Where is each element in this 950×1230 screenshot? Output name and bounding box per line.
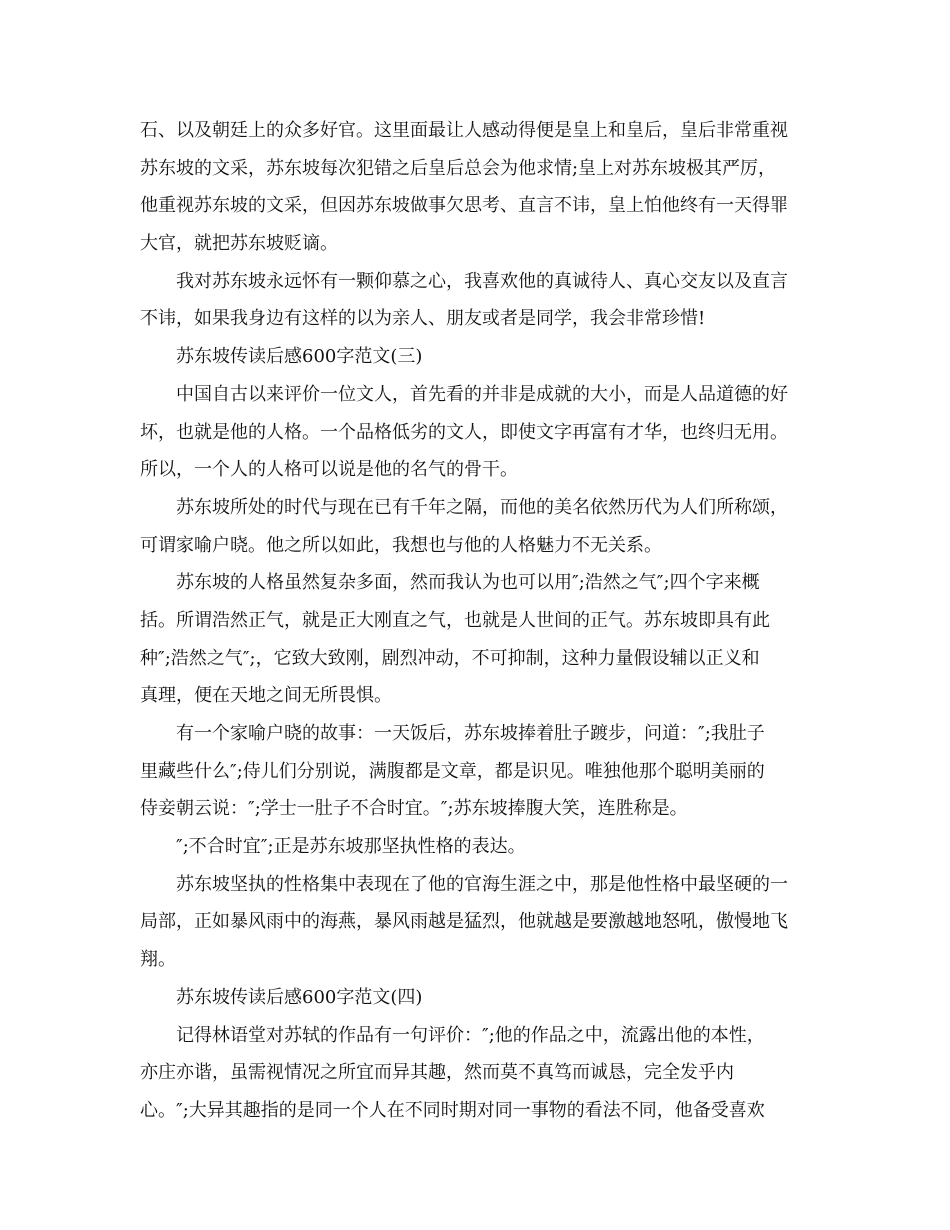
text-line: 苏东坡的文采，苏东坡每次犯错之后皇后总会为他求情;皇上对苏东坡极其严厉， <box>140 157 777 179</box>
text-line: 坏，也就是他的人格。一个品格低劣的文人，即使文字再富有才华，也终归无用。 <box>140 421 788 443</box>
text-line: 真理，便在天地之间无所畏惧。 <box>140 685 392 707</box>
text-line: 里藏些什么″;侍儿们分别说，满腹都是文章，都是识见。唯独他那个聪明美丽的 <box>140 760 765 782</box>
text-line: 侍妾朝云说：″;学士一肚子不合时宜。″;苏东坡捧腹大笑，连胜称是。 <box>140 798 688 820</box>
paragraph-first-line: 苏东坡坚执的性格集中表现在了他的官海生涯之中，那是他性格中最坚硬的一 <box>176 873 788 895</box>
paragraph-first-line: ″;不合时宜″;正是苏东坡那坚执性格的表达。 <box>176 836 526 858</box>
paragraph-first-line: 苏东坡所处的时代与现在已有千年之隔，而他的美名依然历代为人们所称颂， <box>176 496 788 518</box>
text-line: 他重视苏东坡的文采，但因苏东坡做事欠思考、直言不讳，皇上怕他终有一天得罪 <box>140 195 788 217</box>
text-line: 亦庄亦谐，虽需视情况之所宜而异其趣，然而莫不真笃而诚恳，完全发乎内 <box>140 1062 734 1084</box>
text-line: 大官，就把苏东坡贬谪。 <box>140 233 338 255</box>
text-line: 石、以及朝廷上的众多好官。这里面最让人感动得便是皇上和皇后，皇后非常重视 <box>140 120 788 141</box>
paragraph-first-line: 中国自古以来评价一位文人，首先看的并非是成就的大小，而是人品道德的好 <box>176 383 788 405</box>
section-heading: 苏东坡传读后感600字范文(四) <box>176 986 423 1008</box>
document-body <box>140 112 820 1130</box>
text-line: 种″;浩然之气″;，它致大致刚，剧烈冲动，不可抑制，这种力量假设辅以正义和 <box>140 647 760 669</box>
section-heading: 苏东坡传读后感600字范文(三) <box>176 346 423 368</box>
paragraph-first-line: 有一个家喻户晓的故事：一天饭后，苏东坡捧着肚子踱步，问道：″;我肚子 <box>176 723 765 744</box>
paragraph-first-line: 记得林语堂对苏轼的作品有一句评价：″;他的作品之中，流露出他的本性， <box>176 1024 765 1046</box>
text-line: 心。″;大异其趣指的是同一个人在不同时期对同一事物的看法不同，他备受喜欢 <box>140 1099 765 1121</box>
text-line: 局部，正如暴风雨中的海燕，暴风雨越是猛烈，他就越是要激越地怒吼，傲慢地飞 <box>140 911 788 933</box>
text-line: 不讳，如果我身边有这样的以为亲人、朋友或者是同学，我会非常珍惜! <box>140 308 706 330</box>
text-line: 括。所谓浩然正气，就是正大刚直之气，也就是人世间的正气。苏东坡即具有此 <box>140 609 770 631</box>
text-line: 翔。 <box>140 949 176 971</box>
text-line: 可谓家喻户晓。他之所以如此，我想也与他的人格魅力不无关系。 <box>140 534 662 556</box>
paragraph-first-line: 我对苏东坡永远怀有一颗仰慕之心，我喜欢他的真诚待人、真心交友以及直言 <box>176 270 788 292</box>
paragraph-first-line: 苏东坡的人格虽然复杂多面，然而我认为也可以用″;浩然之气″;四个字来概 <box>176 572 760 594</box>
text-line: 所以，一个人的人格可以说是他的名气的骨干。 <box>140 459 518 481</box>
